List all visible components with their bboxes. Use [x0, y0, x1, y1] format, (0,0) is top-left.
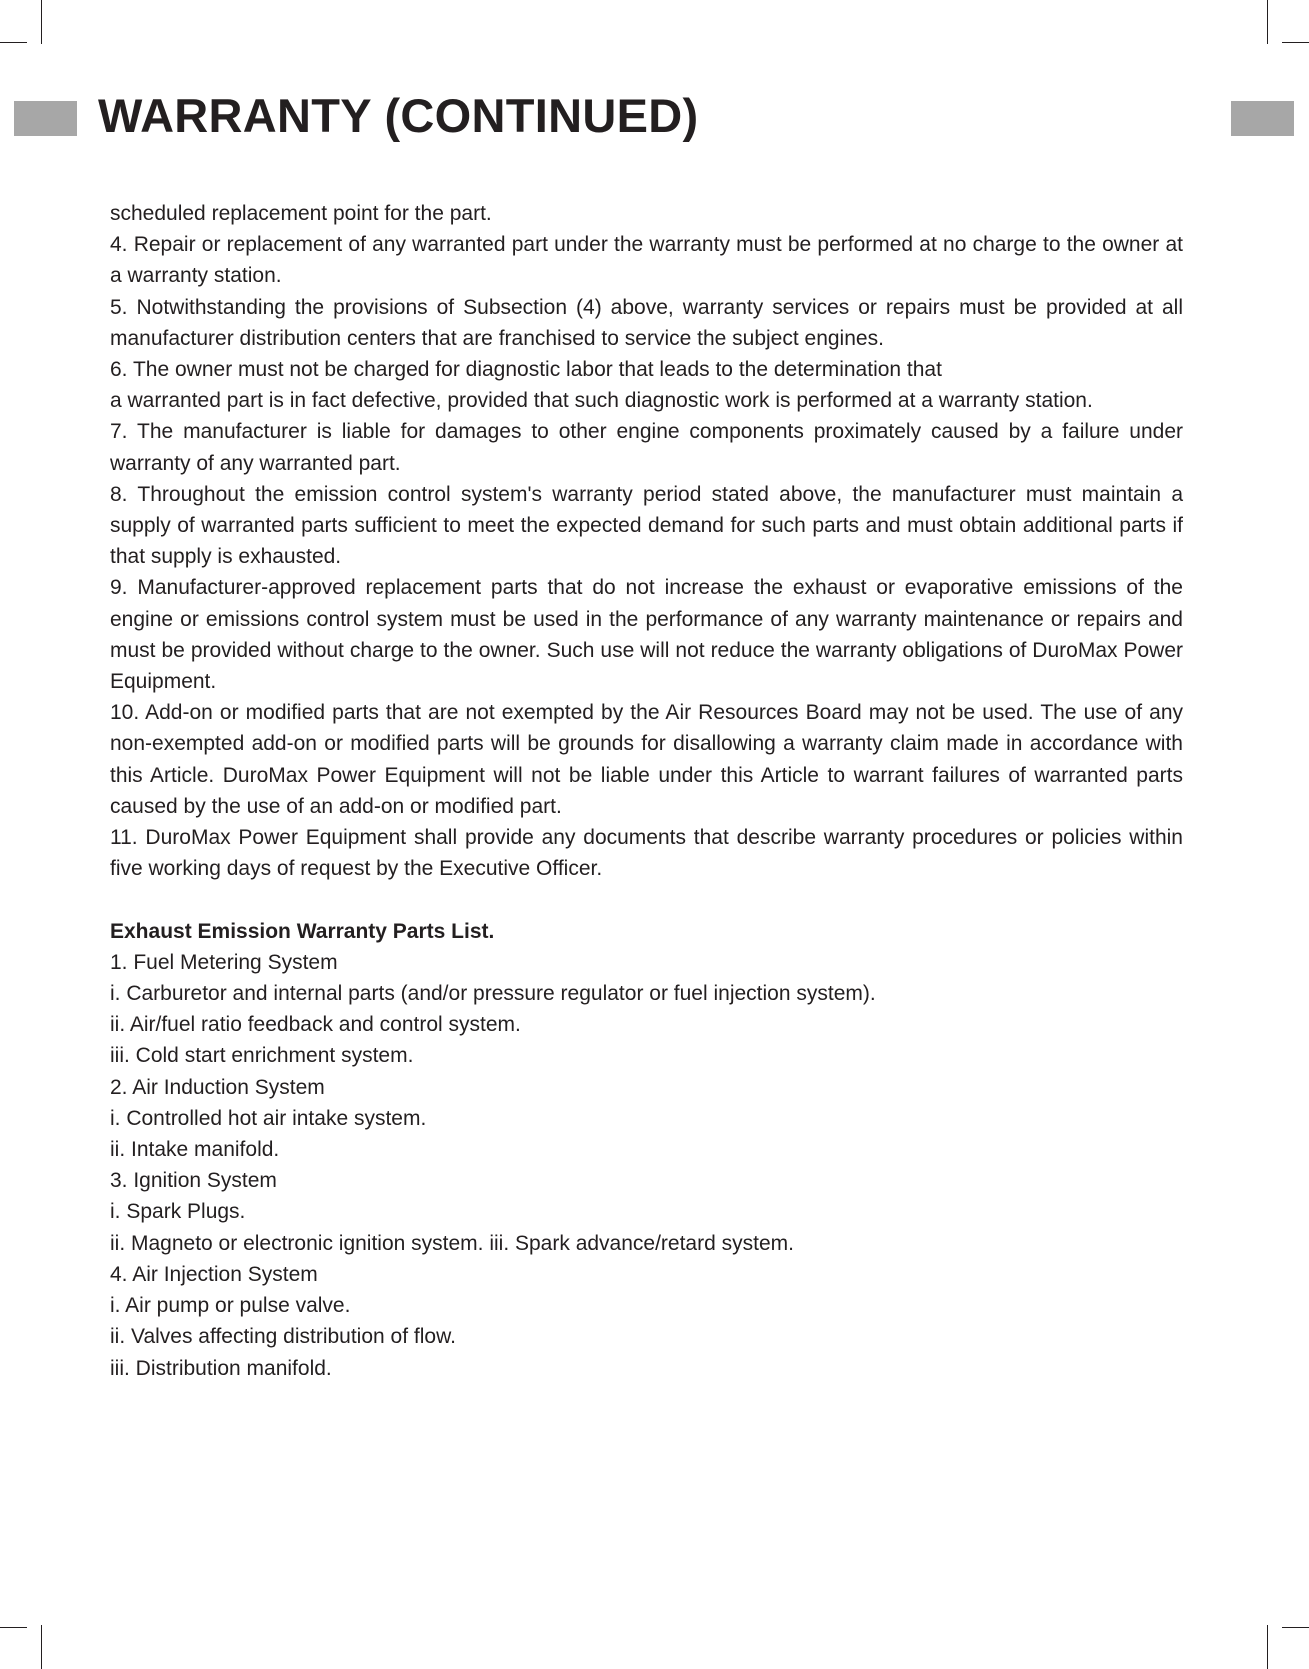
paragraph-scheduled-replacement: scheduled replacement point for the part.	[110, 202, 492, 225]
parts-list-line: 1. Fuel Metering System	[110, 950, 338, 974]
crop-mark-bottom-right-vertical	[1267, 1625, 1268, 1669]
paragraph-item-9: 9. Manufacturer-approved replacement parts that do not increase the exhaust or evaporative emissions of the engine or emissions control system must be used in the performance of any warranty maintenance or repairs and must be provided without charge to the owner. Such use will not reduce the warranty obligations of DuroMax Power Equipment.	[110, 576, 1183, 694]
header-bar-left	[14, 101, 77, 136]
parts-list-line: 2. Air Induction System	[110, 1075, 325, 1099]
paragraph-item-6: 6. The owner must not be charged for diagnostic labor that leads to the determination that	[110, 358, 942, 382]
paragraph-item-4: 4. Repair or replacement of any warranted part under the warranty must be performed at no charge to the owner at a warranty station.	[110, 233, 1183, 288]
parts-list-line: i. Air pump or pulse valve.	[110, 1294, 351, 1318]
section-spacer	[110, 884, 1183, 915]
parts-list-line: ii. Magneto or electronic ignition system. iii. Spark advance/retard system.	[110, 1231, 794, 1255]
paragraph-item-6-continued: a warranted part is in fact defective, provided that such diagnostic work is performed at a warranty station.	[110, 389, 1093, 413]
parts-list-line: ii. Intake manifold.	[110, 1138, 280, 1162]
paragraph-item-10: 10. Add-on or modified parts that are not exempted by the Air Resources Board may not be used. The use of any non-exempted add-on or modified parts will be grounds for disallowing a warranty claim made in accordance with this Article. DuroMax Power Equipment will not be liable under this Article to warrant failures of warranted parts caused by the use of an add-on or modified part.	[110, 701, 1183, 818]
parts-list-line: ii. Air/fuel ratio feedback and control system.	[110, 1013, 521, 1037]
crop-mark-top-left-horizontal	[0, 42, 27, 43]
paragraph-item-11: 11. DuroMax Power Equipment shall provide any documents that describe warranty procedures or policies within five working days of request by the Executive Officer.	[110, 826, 1183, 881]
parts-list-line: 4. Air Injection System	[110, 1262, 318, 1286]
paragraph-item-8: 8. Throughout the emission control system's warranty period stated above, the manufacturer must maintain a supply of warranted parts sufficient to meet the expected demand for such parts and must obtain additional parts if that supply is exhausted.	[110, 482, 1183, 569]
document-body	[110, 198, 1183, 1384]
parts-list-line: i. Spark Plugs.	[110, 1200, 246, 1224]
crop-mark-bottom-left-vertical	[41, 1625, 42, 1669]
header-bar-right	[1231, 101, 1294, 136]
crop-mark-bottom-right-horizontal	[1282, 1627, 1309, 1628]
page-title: WARRANTY (CONTINUED)	[98, 89, 699, 142]
parts-list-line: 3. Ignition System	[110, 1169, 277, 1193]
parts-list-line: iii. Distribution manifold.	[110, 1356, 332, 1380]
parts-list-line: ii. Valves affecting distribution of flow.	[110, 1325, 456, 1349]
crop-mark-top-right-horizontal	[1282, 42, 1309, 43]
parts-list-line: i. Carburetor and internal parts (and/or pressure regulator or fuel injection system).	[110, 982, 876, 1006]
crop-mark-top-left-vertical	[41, 0, 42, 44]
paragraph-item-5: 5. Notwithstanding the provisions of Subsection (4) above, warranty services or repairs must be provided at all manufacturer distribution centers that are franchised to service the subject engines.	[110, 295, 1183, 350]
parts-list-line: i. Controlled hot air intake system.	[110, 1106, 427, 1130]
crop-mark-top-right-vertical	[1267, 0, 1268, 44]
parts-list-title: Exhaust Emission Warranty Parts List.	[110, 919, 495, 943]
parts-list-line: iii. Cold start enrichment system.	[110, 1044, 414, 1068]
crop-mark-bottom-left-horizontal	[0, 1627, 27, 1628]
paragraph-item-7: 7. The manufacturer is liable for damages to other engine components proximately caused by a failure under warranty of any warranted part.	[110, 420, 1183, 475]
